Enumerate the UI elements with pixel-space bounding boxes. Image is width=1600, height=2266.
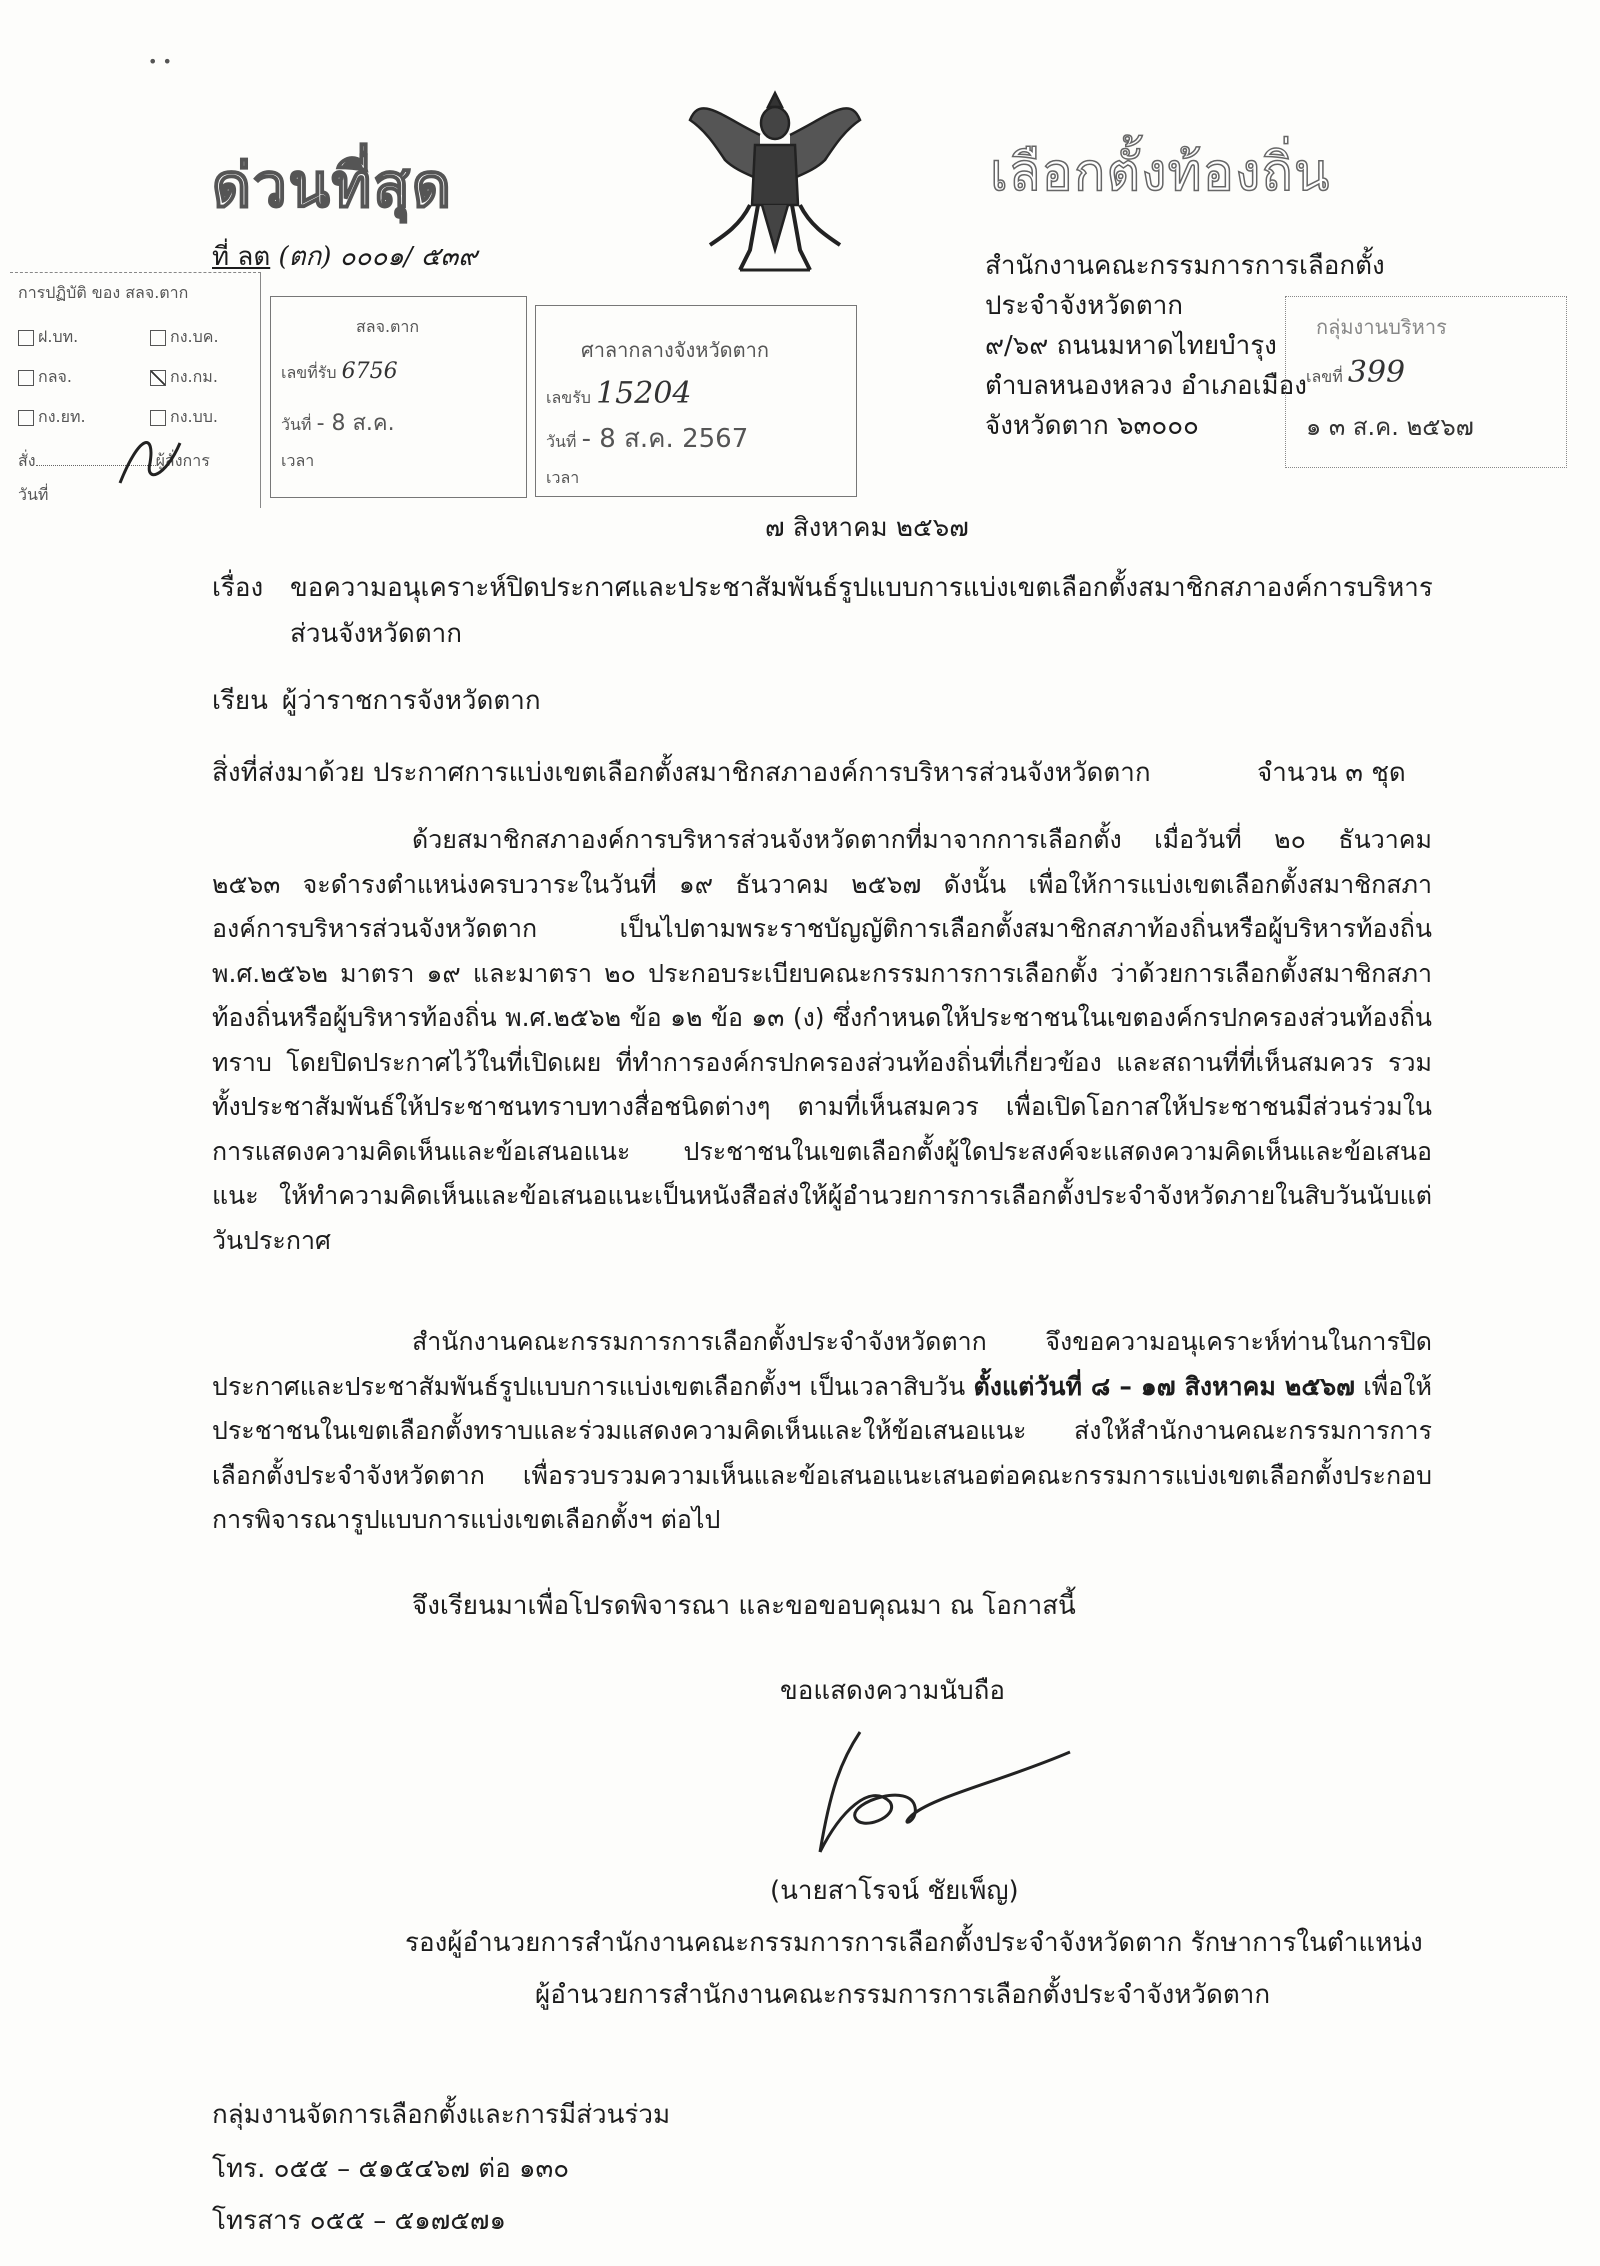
salutation-recipient: ผู้ว่าราชการจังหวัดตาก xyxy=(281,686,541,716)
routing-option: ฝ.บท. xyxy=(18,325,78,350)
contact-phone: โทร. ๐๕๕ – ๕๑๕๔๖๗ ต่อ ๑๓๐ xyxy=(212,2154,570,2184)
enclosure-text: ประกาศการแบ่งเขตเลือกตั้งสมาชิกสภาองค์การบริหารส่วนจังหวัดตาก xyxy=(373,758,1151,788)
stamp-title: สลจ.ตาก xyxy=(356,317,420,336)
stamp-time: เวลา xyxy=(281,451,315,470)
salutation-label: เรียน xyxy=(212,686,268,716)
work-group-stamp xyxy=(1285,296,1567,468)
routing-stamp xyxy=(10,272,261,508)
body-paragraph-2-text-cont: เพื่อให้ประชาชนในเขตเลือกตั้งทราบและร่วมแสดงความคิดเห็นและให้ข้อเสนอแนะ ส่งให้สำนักงานคณะกรรมการการเลือกตั้งประจำจังหวัดตาก เพื่อรวบรวมความเห็นและข้อเสนอแนะเสนอต่อคณะกรรมการแบ่งเขตเลือกตั้งประกอบการพิจารณารูปแบบการแบ่งเขตเลือกตั้งฯ ต่อไป xyxy=(212,1371,1432,1534)
stamp-date: วันที่ - 8 ส.ค. 2567 xyxy=(546,424,749,454)
office-line: สำนักงานคณะกรรมการการเลือกตั้ง xyxy=(985,251,1385,281)
reference-number xyxy=(212,236,477,277)
subject-text: ขอความอนุเคราะห์ปิดประกาศและประชาสัมพันธ์รูปแบบการแบ่งเขตเลือกตั้งสมาชิกสภาองค์การบริหารส่วนจังหวัดตาก xyxy=(290,573,1433,649)
routing-option: กง.บบ. xyxy=(150,405,218,430)
routing-option: กง.ยท. xyxy=(18,405,86,430)
body-paragraph-2 xyxy=(212,1320,1432,1543)
stamp-title: ศาลากลางจังหวัดตาก xyxy=(581,338,769,362)
enclosure-quantity: จำนวน ๓ ชุด xyxy=(1257,758,1406,788)
office-line: ตำบลหนองหลวง อำเภอเมือง xyxy=(985,371,1307,401)
stamp-received: เลขที่รับ 6756 xyxy=(281,359,398,384)
handwritten-initial-icon xyxy=(110,423,200,493)
office-line: จังหวัดตาก ๖๓๐๐๐ xyxy=(985,411,1199,441)
stamp-date: วันที่ - 8 ส.ค. xyxy=(281,411,395,436)
office-line: ประจำจังหวัดตาก xyxy=(985,291,1184,321)
body-paragraph-2-text: สำนักงานคณะกรรมการการเลือกตั้งประจำจังหวัดตาก จึงขอความอนุเคราะห์ท่านในการปิดประกาศและประชาสัมพันธ์รูปแบบการแบ่งเขตเลือกตั้งฯ เป็นเวลาสิบวัน xyxy=(212,1327,1432,1401)
signature-icon xyxy=(800,1722,1080,1862)
closing-line: จึงเรียนมาเพื่อโปรดพิจารณา และขอขอบคุณมา ณ โอกาสนี้ xyxy=(412,1591,1076,1621)
signer-position-line1: รองผู้อำนวยการสำนักงานคณะกรรมการการเลือกตั้งประจำจังหวัดตาก รักษาการในตำแหน่ง xyxy=(405,1928,1423,1958)
stamp-received-number: 6756 xyxy=(341,359,398,384)
routing-stamp-title: การปฏิบัติ ของ สลจ.ตาก xyxy=(18,283,189,302)
scan-marks: • • xyxy=(148,52,172,71)
contact-fax: โทรสาร ๐๕๕ – ๕๑๗๕๗๑ xyxy=(212,2206,506,2236)
body-paragraph-2-dates: ตั้งแต่วันที่ ๘ – ๑๗ สิงหาคม ๒๕๖๗ xyxy=(973,1371,1355,1401)
provincial-office-stamp xyxy=(270,296,527,498)
stamp-date-value: - 8 ส.ค. 2567 xyxy=(581,424,749,454)
election-mark: เลือกตั้งท้องถิ่น xyxy=(990,143,1331,203)
subject-label: เรื่อง xyxy=(212,573,264,603)
body-paragraph-1-text: ด้วยสมาชิกสภาองค์การบริหารส่วนจังหวัดตากที่มาจากการเลือกตั้ง เมื่อวันที่ ๒๐ ธันวาคม ๒๕๖๓ จะดำรงตำแหน่งครบวาระในวันที่ ๑๙ ธันวาคม ๒๕๖๗ ดังนั้น เพื่อให้การแบ่งเขตเลือกตั้งสมาชิกสภาองค์การบริหารส่วนจังหวัดตาก เป็นไปตามพระราชบัญญัติการเลือกตั้งสมาชิกสภาท้องถิ่นหรือผู้บริหารท้องถิ่น พ.ศ.๒๕๖๒ มาตรา ๑๙ และมาตรา ๒๐ ประกอบระเบียบคณะกรรมการการเลือกตั้ง ว่าด้วยการเลือกตั้งสมาชิกสภาท้องถิ่นหรือผู้บริหารท้องถิ่น พ.ศ.๒๕๖๒ ข้อ ๑๒ ข้อ ๑๓ (ง) ซึ่งกำหนดให้ประชาชนในเขตองค์กรปกครองส่วนท้องถิ่นทราบ โดยปิดประกาศไว้ในที่เปิดเผย ที่ทำการองค์กรปกครองส่วนท้องถิ่นที่เกี่ยวข้อง และสถานที่ที่เห็นสมควร รวมทั้งประชาสัมพันธ์ให้ประชาชนทราบทางสื่อชนิดต่างๆ ตามที่เห็นสมควร เพื่อเปิดโอกาสให้ประชาชนมีส่วนร่วมในการแสดงความคิดเห็นและข้อเสนอแนะ ประชาชนในเขตเลือกตั้งผู้ใดประสงค์จะแสดงความคิดเห็นและข้อเสนอแนะ ให้ทำความคิดเห็นและข้อเสนอแนะเป็นหนังสือส่งให้ผู้อำนวยการการเลือกตั้งประจำจังหวัดภายในสิบวันนับแต่วันประกาศ xyxy=(212,825,1432,1255)
regards: ขอแสดงความนับถือ xyxy=(780,1676,1005,1706)
stamp-received-number: 399 xyxy=(1347,355,1406,390)
urgency-stamp: ด่วนที่สุด xyxy=(212,151,453,221)
reference-value: (ตก) ๐๐๐๑/ ๕๓๙ xyxy=(278,242,478,272)
checkbox-checked-icon xyxy=(150,370,166,386)
routing-date: วันที่ xyxy=(18,485,49,504)
enclosure-label: สิ่งที่ส่งมาด้วย xyxy=(212,758,365,788)
provincial-hall-stamp xyxy=(535,305,857,497)
signer-position-line2: ผู้อำนวยการสำนักงานคณะกรรมการการเลือกตั้งประจำจังหวัดตาก xyxy=(535,1980,1271,2010)
document-date: ๗ สิงหาคม ๒๕๖๗ xyxy=(765,513,969,543)
stamp-received: เลขรับ 15204 xyxy=(546,376,692,411)
stamp-received-number: 15204 xyxy=(596,376,692,411)
garuda-emblem-icon xyxy=(680,75,870,285)
stamp-received: เลขที่ 399 xyxy=(1306,355,1406,390)
stamp-title: กลุ่มงานบริหาร xyxy=(1316,315,1447,339)
stamp-time: เวลา xyxy=(546,468,580,487)
routing-option-checked: กง.กม. xyxy=(150,365,218,390)
checkbox-icon xyxy=(18,330,34,346)
stamp-date-value: - 8 ส.ค. xyxy=(316,411,395,436)
body-paragraph-1 xyxy=(212,818,1432,1263)
signer-name: (นายสาโรจน์ ชัยเพ็ญ) xyxy=(770,1876,1019,1906)
routing-option: กง.บค. xyxy=(150,325,219,350)
routing-option: กลจ. xyxy=(18,365,72,390)
checkbox-icon xyxy=(18,410,34,426)
checkbox-icon xyxy=(18,370,34,386)
salutation xyxy=(212,680,541,721)
reference-prefix: ที่ ลต xyxy=(212,242,271,272)
checkbox-icon xyxy=(150,330,166,346)
contact-unit: กลุ่มงานจัดการเลือกตั้งและการมีส่วนร่วม xyxy=(212,2100,671,2130)
stamp-date-value: ๑ ๓ ส.ค. ๒๕๖๗ xyxy=(1306,413,1474,441)
office-line: ๙/๖๙ ถนนมหาดไทยบำรุง xyxy=(985,331,1277,361)
routing-assign: สั่ง ผู้สั่งการ xyxy=(18,451,210,470)
enclosure-line xyxy=(212,752,1432,793)
